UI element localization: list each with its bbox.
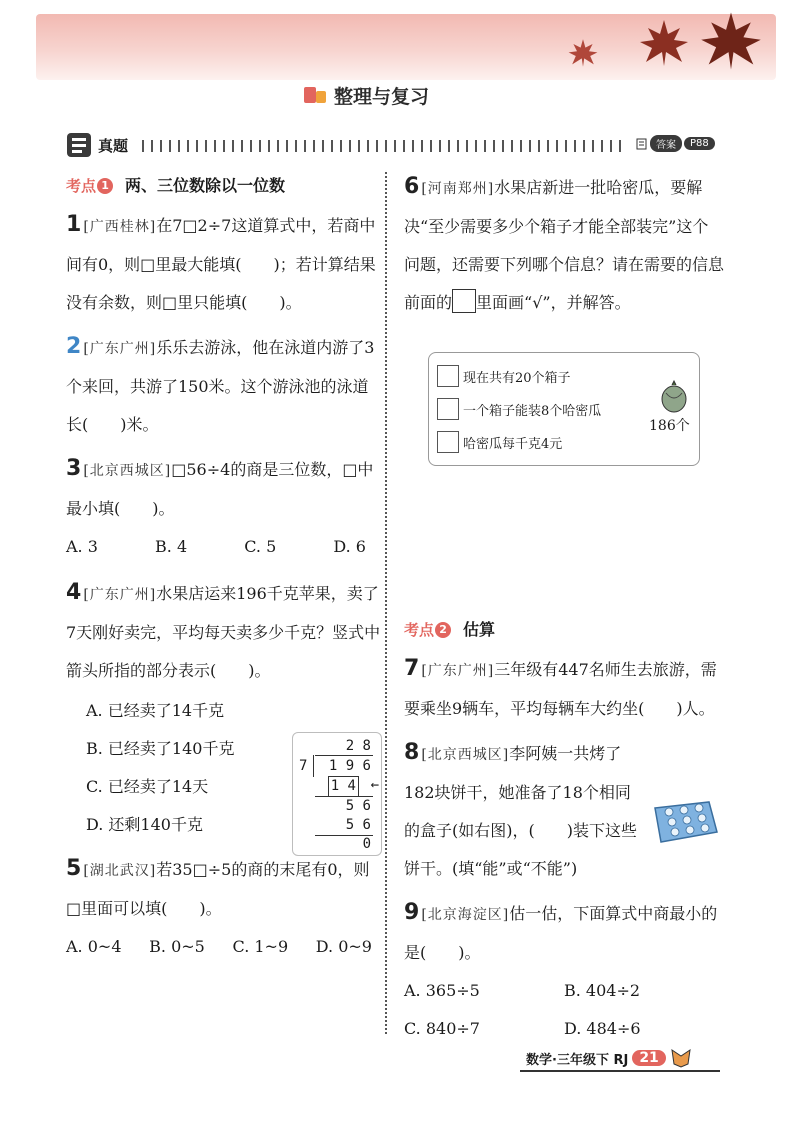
question-text: 乐乐去游泳，他在泳道内游了3个来回，共游了150米。这个游泳池的泳道长( )米。 xyxy=(66,338,375,434)
question-text: 在7□2÷7这道算式中，若商中间有0，则□里最大能填( )；若计算结果没有余数，则□里只能填( )。 xyxy=(66,216,376,312)
question-source: [广西桂林] xyxy=(83,219,157,235)
question-2 xyxy=(66,328,382,444)
question-source: [河南郑州] xyxy=(421,181,495,197)
option-a[interactable]: A. 3 xyxy=(66,537,98,556)
question-source: [广东广州] xyxy=(83,587,157,603)
answer-reference xyxy=(636,135,715,152)
question-text: 水果店运来196千克苹果，卖了7天刚好卖完，平均每天卖多少千克？竖式中箭头所指的部分表示( )。 xyxy=(66,584,381,680)
question-source: [广东广州] xyxy=(421,663,495,679)
question-text-end: 里面画“√”，并解答。 xyxy=(476,293,631,312)
question-4 xyxy=(66,574,382,852)
question-text: 三年级有447名师生去旅游，需要乘坐9辆车，平均每辆车大约坐( )人。 xyxy=(404,660,717,718)
option-b[interactable]: B. 0~5 xyxy=(149,937,205,956)
question-number: 1 xyxy=(66,212,82,237)
option-d[interactable]: D. 484÷6 xyxy=(564,1019,641,1038)
right-column xyxy=(404,168,724,328)
option-d[interactable]: D. 0~9 xyxy=(315,937,372,956)
question-6 xyxy=(404,168,724,322)
question-number: 2 xyxy=(66,334,82,359)
topic-header-2 xyxy=(404,612,724,648)
arrow-left-icon: ← xyxy=(370,777,379,793)
page-number: 21 xyxy=(632,1050,665,1066)
info-checkbox-3[interactable] xyxy=(437,431,459,453)
book-icon xyxy=(66,132,92,158)
column-divider xyxy=(385,172,387,1034)
option-a[interactable]: A. 365÷5 xyxy=(404,981,480,1000)
question-number: 3 xyxy=(66,456,82,481)
division-step: 5 6 xyxy=(345,817,371,833)
question-number: 8 xyxy=(404,740,420,765)
division-step: 5 6 xyxy=(345,798,371,814)
question-9 xyxy=(404,894,724,1048)
topic-title: 两、三位数除以一位数 xyxy=(125,176,286,195)
cookie-box-icon xyxy=(645,798,719,846)
division-step-highlighted: 1 4 xyxy=(328,776,359,797)
option-c[interactable]: C. 已经卖了14天 xyxy=(86,777,209,796)
info-text: 哈密瓜每千克4元 xyxy=(463,436,563,452)
option-b[interactable]: B. 404÷2 xyxy=(564,981,641,1000)
info-checkbox-2[interactable] xyxy=(437,398,459,420)
page-title xyxy=(302,80,502,110)
question-text: 若35□÷5的商的末尾有0，则□里面可以填( )。 xyxy=(66,860,370,918)
topic-badge: 考点 2 xyxy=(404,611,451,649)
option-c[interactable]: C. 5 xyxy=(244,537,277,556)
division-remainder: 0 xyxy=(362,836,371,852)
answer-ref-page: P88 xyxy=(684,137,715,150)
info-option-3 xyxy=(437,431,562,453)
section-label: 真题 xyxy=(98,137,129,155)
topic-header-1 xyxy=(66,168,382,204)
question-source: [北京海淀区] xyxy=(421,907,510,923)
option-d[interactable]: D. 6 xyxy=(333,537,366,556)
option-b[interactable]: B. 已经卖了140千克 xyxy=(86,739,235,758)
question-text: 李阿姨一共烤了182块饼干，她准备了18个相同的盒子(如右图)，( )装下这些饼干。(填“能”或“不能”) xyxy=(404,744,637,878)
topic-badge: 考点 1 xyxy=(66,167,113,205)
options-row xyxy=(66,928,372,966)
maple-leaf-icon xyxy=(566,38,600,68)
info-text: 现在共有20个箱子 xyxy=(463,370,571,386)
question-source: [北京西城区] xyxy=(421,747,510,763)
fox-mascot-icon xyxy=(670,1048,692,1068)
info-option-1 xyxy=(437,365,571,387)
info-text: 一个箱子能装8个哈密瓜 xyxy=(463,403,602,419)
page-footer xyxy=(526,1048,692,1068)
question-number: 6 xyxy=(404,174,420,199)
options-row xyxy=(66,528,366,566)
info-options-box xyxy=(428,352,700,466)
maple-leaf-icon xyxy=(636,18,692,68)
topic-title: 估算 xyxy=(463,620,496,639)
question-source: [湖北武汉] xyxy=(83,863,157,879)
question-source: [北京西城区] xyxy=(83,463,172,479)
info-checkbox-1[interactable] xyxy=(437,365,459,387)
pencil-icon xyxy=(302,83,328,107)
header-banner xyxy=(36,14,776,80)
question-5 xyxy=(66,850,382,966)
option-a[interactable]: A. 0~4 xyxy=(66,937,122,956)
option-c[interactable]: C. 1~9 xyxy=(232,937,289,956)
section-header xyxy=(66,130,766,160)
maple-leaf-icon xyxy=(696,10,766,72)
left-column xyxy=(66,168,382,972)
question-text: 估一估，下面算式中商最小的是( )。 xyxy=(404,904,718,962)
checkbox-sample xyxy=(452,289,476,313)
division-quotient: 2 8 xyxy=(345,738,371,754)
question-number: 5 xyxy=(66,856,82,881)
option-a[interactable]: A. 已经卖了14千克 xyxy=(86,701,225,720)
answer-ref-label: 答案 xyxy=(650,135,682,152)
question-source: [广东广州] xyxy=(83,341,157,357)
document-icon xyxy=(636,138,648,150)
option-c[interactable]: C. 840÷7 xyxy=(404,1019,480,1038)
option-d[interactable]: D. 还剩140千克 xyxy=(86,815,203,834)
question-number: 7 xyxy=(404,656,420,681)
option-b[interactable]: B. 4 xyxy=(155,537,188,556)
question-number: 9 xyxy=(404,900,420,925)
question-text: 水果店新进一批哈密瓜，要解决“至少需要多少个箱子才能全部装完”这个问题，还需要下列哪个信息？请在需要的信息前面的 xyxy=(404,178,725,312)
melon-icon xyxy=(659,379,689,413)
decorative-ticks xyxy=(142,140,622,152)
options-grid xyxy=(404,972,724,1048)
question-number: 4 xyxy=(66,580,82,605)
question-7 xyxy=(404,650,724,728)
question-3 xyxy=(66,450,382,566)
melon-count: 186个 xyxy=(649,418,690,434)
long-division-figure xyxy=(292,732,382,856)
division-dividend: 1 9 6 xyxy=(328,758,371,774)
footer-rule xyxy=(520,1070,720,1072)
question-1 xyxy=(66,206,382,322)
question-text: □56÷4的商是三位数，□中最小填( )。 xyxy=(66,460,374,518)
page-title-text: 整理与复习 xyxy=(334,85,430,108)
info-option-2 xyxy=(437,398,601,420)
footer-subject: 数学·三年级下 RJ xyxy=(526,1052,629,1068)
division-divisor: 7 xyxy=(299,758,308,774)
